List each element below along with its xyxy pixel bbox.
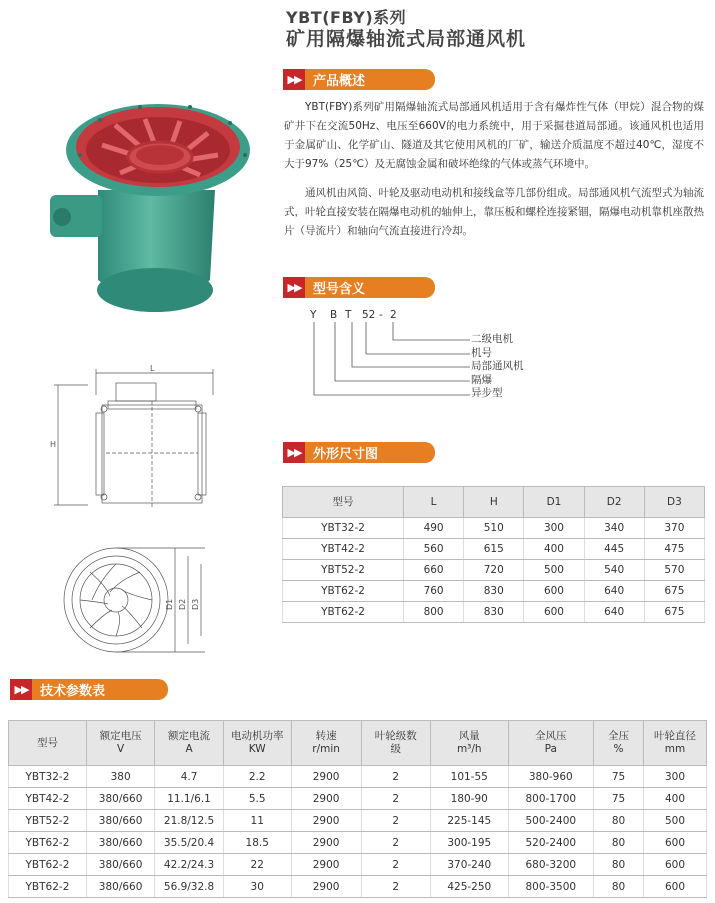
table-cell: 30	[223, 876, 291, 898]
column-header-title: 风量	[458, 730, 480, 742]
table-cell: YBT32-2	[283, 518, 404, 539]
table-cell: 2	[361, 766, 430, 788]
table-cell: 380/660	[86, 788, 154, 810]
table-cell: 445	[584, 539, 644, 560]
table-cell: 80	[594, 876, 644, 898]
column-header: D3	[644, 487, 704, 518]
section-title: 外形尺寸图	[305, 442, 435, 463]
table-cell: 400	[524, 539, 584, 560]
table-row	[9, 788, 707, 810]
table-cell: 21.8/12.5	[155, 810, 224, 832]
column-header-title: 型号	[36, 736, 58, 749]
column-header: H	[464, 487, 524, 518]
table-cell: 830	[464, 581, 524, 602]
section-header-overview	[283, 69, 435, 90]
table-cell: 380/660	[86, 854, 154, 876]
table-cell: 540	[584, 560, 644, 581]
column-header-unit: m³/h	[456, 743, 482, 755]
column-header-unit: KW	[248, 743, 266, 755]
table-cell: YBT52-2	[283, 560, 404, 581]
table-cell: 340	[584, 518, 644, 539]
table-cell: 75	[594, 788, 644, 810]
column-header: D2	[584, 487, 644, 518]
section-title: 技术参数表	[32, 679, 168, 700]
table-cell: 800-1700	[508, 788, 593, 810]
table-cell: 225-145	[430, 810, 508, 832]
table-cell: 425-250	[430, 876, 508, 898]
table-cell: 600	[644, 832, 707, 854]
table-cell: 180-90	[430, 788, 508, 810]
model-code-char: T	[345, 309, 352, 321]
table-cell: 520-2400	[508, 832, 593, 854]
table-row	[9, 766, 707, 788]
table-cell: 4.7	[155, 766, 224, 788]
front-view-drawing	[60, 540, 225, 665]
model-meaning-item: 机号	[471, 346, 492, 359]
model-code-char: Y	[310, 309, 317, 321]
table-cell: 380/660	[86, 876, 154, 898]
model-meaning-item: 局部通风机	[471, 360, 524, 372]
double-arrow-icon: ▶▶	[10, 679, 32, 700]
section-header-tech	[10, 679, 168, 700]
table-cell: YBT32-2	[9, 766, 87, 788]
table-cell: 300	[524, 518, 584, 539]
table-cell: 11.1/6.1	[155, 788, 224, 810]
section-header-dims	[283, 442, 435, 463]
table-cell: YBT62-2	[9, 832, 87, 854]
table-cell: 18.5	[223, 832, 291, 854]
table-cell: 500-2400	[508, 810, 593, 832]
model-code-connectors	[300, 320, 475, 400]
column-header-title: 叶轮级数	[374, 730, 417, 742]
table-cell: 475	[644, 539, 704, 560]
table-cell: 2	[361, 876, 430, 898]
dimension-label-L: L	[150, 365, 155, 373]
table-cell: 675	[644, 581, 704, 602]
dimension-label-D2: D2	[178, 598, 187, 610]
table-row	[283, 539, 705, 560]
table-cell: 5.5	[223, 788, 291, 810]
table-cell: 2900	[291, 854, 361, 876]
table-cell: 830	[464, 602, 524, 623]
table-cell: YBT42-2	[283, 539, 404, 560]
table-cell: 680-3200	[508, 854, 593, 876]
table-row	[283, 581, 705, 602]
model-code-char: -	[379, 309, 383, 321]
table-row	[9, 854, 707, 876]
column-header-title: 电动机功率	[230, 730, 284, 742]
column-header	[430, 721, 508, 766]
column-header: L	[404, 487, 464, 518]
table-cell: 2	[361, 854, 430, 876]
table-cell: YBT42-2	[9, 788, 87, 810]
model-meaning-list	[471, 333, 524, 401]
table-cell: 380/660	[86, 832, 154, 854]
table-cell: YBT52-2	[9, 810, 87, 832]
overview-paragraph-2: 通风机由风筒、叶轮及驱动电动机和接线盒等几部份组成。局部通风机气流型式为轴流式，叶轮直接安装在隔爆电动机的轴伸上，靠压板和螺栓连接紧锢，隔爆电动机靠机座散热片（导流片）和轴向气流直接进行冷却。	[284, 187, 704, 237]
table-cell: 300	[644, 766, 707, 788]
column-header	[644, 721, 707, 766]
table-cell: 760	[404, 581, 464, 602]
model-meaning-item: 隔爆	[471, 373, 492, 386]
column-header-title: 全压	[608, 730, 630, 742]
table-cell: 22	[223, 854, 291, 876]
table-cell: YBT62-2	[9, 876, 87, 898]
table-cell: 80	[594, 810, 644, 832]
model-code-char: 2	[390, 309, 397, 321]
column-header-title: 额定电流	[168, 730, 211, 742]
table-cell: YBT62-2	[283, 602, 404, 623]
table-cell: 600	[524, 581, 584, 602]
fan-product-photo	[40, 95, 270, 320]
table-row	[9, 810, 707, 832]
double-arrow-icon: ▶▶	[283, 442, 305, 463]
table-cell: 380/660	[86, 810, 154, 832]
table-row	[283, 518, 705, 539]
overview-paragraph-1: YBT(FBY)系列矿用隔爆轴流式局部通风机适用于含有爆炸性气体（甲烷）混合物的煤矿井下在交流50Hz、电压至660V的电力系统中，用于采掘巷道局部通。该通风机也适用于金属矿山、化学矿山、隧道及其它使用风机的厂矿，输送介质温度不超过40℃，湿度不大于97%（25℃）及无腐蚀金属和破坏绝缘的气体或蒸气环境中。	[284, 101, 704, 170]
column-header-unit: mm	[664, 743, 686, 755]
technical-parameter-table	[8, 720, 707, 898]
table-cell: 600	[644, 876, 707, 898]
column-header-title: 转速	[315, 730, 337, 742]
column-header-unit: r/min	[312, 743, 340, 755]
dimension-label-H: H	[50, 440, 57, 449]
dimension-label-D1: D1	[165, 598, 174, 610]
table-cell: 660	[404, 560, 464, 581]
table-cell: 370	[644, 518, 704, 539]
table-cell: 500	[644, 810, 707, 832]
dimension-label-D3: D3	[191, 598, 200, 610]
table-cell: 720	[464, 560, 524, 581]
table-cell: 2	[361, 788, 430, 810]
table-cell: 570	[644, 560, 704, 581]
section-title: 产品概述	[305, 69, 435, 90]
column-header	[508, 721, 593, 766]
table-cell: 2900	[291, 788, 361, 810]
column-header	[594, 721, 644, 766]
table-cell: 800	[404, 602, 464, 623]
column-header-unit: A	[185, 743, 193, 755]
table-cell: 380	[86, 766, 154, 788]
column-header	[361, 721, 430, 766]
product-series-title: YBT(FBY)系列	[286, 8, 407, 27]
column-header	[223, 721, 291, 766]
table-cell: 80	[594, 832, 644, 854]
column-header	[9, 721, 87, 766]
table-cell: 400	[644, 788, 707, 810]
table-cell: 2900	[291, 810, 361, 832]
table-cell: 2	[361, 832, 430, 854]
table-cell: 2900	[291, 876, 361, 898]
table-cell: 75	[594, 766, 644, 788]
table-cell: 600	[644, 854, 707, 876]
table-row	[283, 602, 705, 623]
side-view-drawing	[48, 365, 228, 515]
table-cell: 2900	[291, 766, 361, 788]
table-cell: 56.9/32.8	[155, 876, 224, 898]
section-header-model	[283, 277, 435, 298]
table-cell: 490	[404, 518, 464, 539]
column-header-title: 叶轮直径	[654, 730, 697, 742]
model-code-char: 52	[362, 309, 376, 321]
table-cell: 370-240	[430, 854, 508, 876]
table-cell: 300-195	[430, 832, 508, 854]
column-header-title: 额定电压	[99, 730, 142, 742]
table-cell: 2900	[291, 832, 361, 854]
column-header	[155, 721, 224, 766]
table-cell: 500	[524, 560, 584, 581]
table-cell: 80	[594, 854, 644, 876]
table-row	[9, 876, 707, 898]
table-cell: 560	[404, 539, 464, 560]
table-row	[9, 832, 707, 854]
table-cell: 101-55	[430, 766, 508, 788]
column-header-unit: 级	[390, 743, 401, 755]
table-cell: YBT62-2	[283, 581, 404, 602]
column-header	[291, 721, 361, 766]
table-cell: 2	[361, 810, 430, 832]
table-cell: YBT62-2	[9, 854, 87, 876]
column-header-unit: V	[117, 743, 125, 755]
column-header: D1	[524, 487, 584, 518]
table-header-row	[9, 721, 707, 766]
dimension-table	[282, 486, 705, 623]
column-header: 型号	[283, 487, 404, 518]
column-header-title: 全风压	[535, 730, 567, 742]
table-cell: 640	[584, 602, 644, 623]
double-arrow-icon: ▶▶	[283, 277, 305, 298]
table-cell: 42.2/24.3	[155, 854, 224, 876]
table-cell: 2.2	[223, 766, 291, 788]
section-title: 型号含义	[305, 277, 435, 298]
table-cell: 510	[464, 518, 524, 539]
table-header-row	[283, 487, 705, 518]
table-cell: 800-3500	[508, 876, 593, 898]
double-arrow-icon: ▶▶	[283, 69, 305, 90]
column-header-unit: Pa	[544, 743, 557, 755]
table-cell: 640	[584, 581, 644, 602]
column-header	[86, 721, 154, 766]
product-name-title: 矿用隔爆轴流式局部通风机	[286, 28, 527, 50]
table-cell: 600	[524, 602, 584, 623]
table-cell: 380-960	[508, 766, 593, 788]
table-cell: 615	[464, 539, 524, 560]
model-meaning-item: 异步型	[471, 387, 503, 399]
column-header-unit: %	[613, 743, 624, 755]
model-meaning-item: 二级电机	[471, 333, 513, 345]
model-code-char: B	[330, 309, 338, 321]
table-row	[283, 560, 705, 581]
table-cell: 675	[644, 602, 704, 623]
table-cell: 11	[223, 810, 291, 832]
table-cell: 35.5/20.4	[155, 832, 224, 854]
